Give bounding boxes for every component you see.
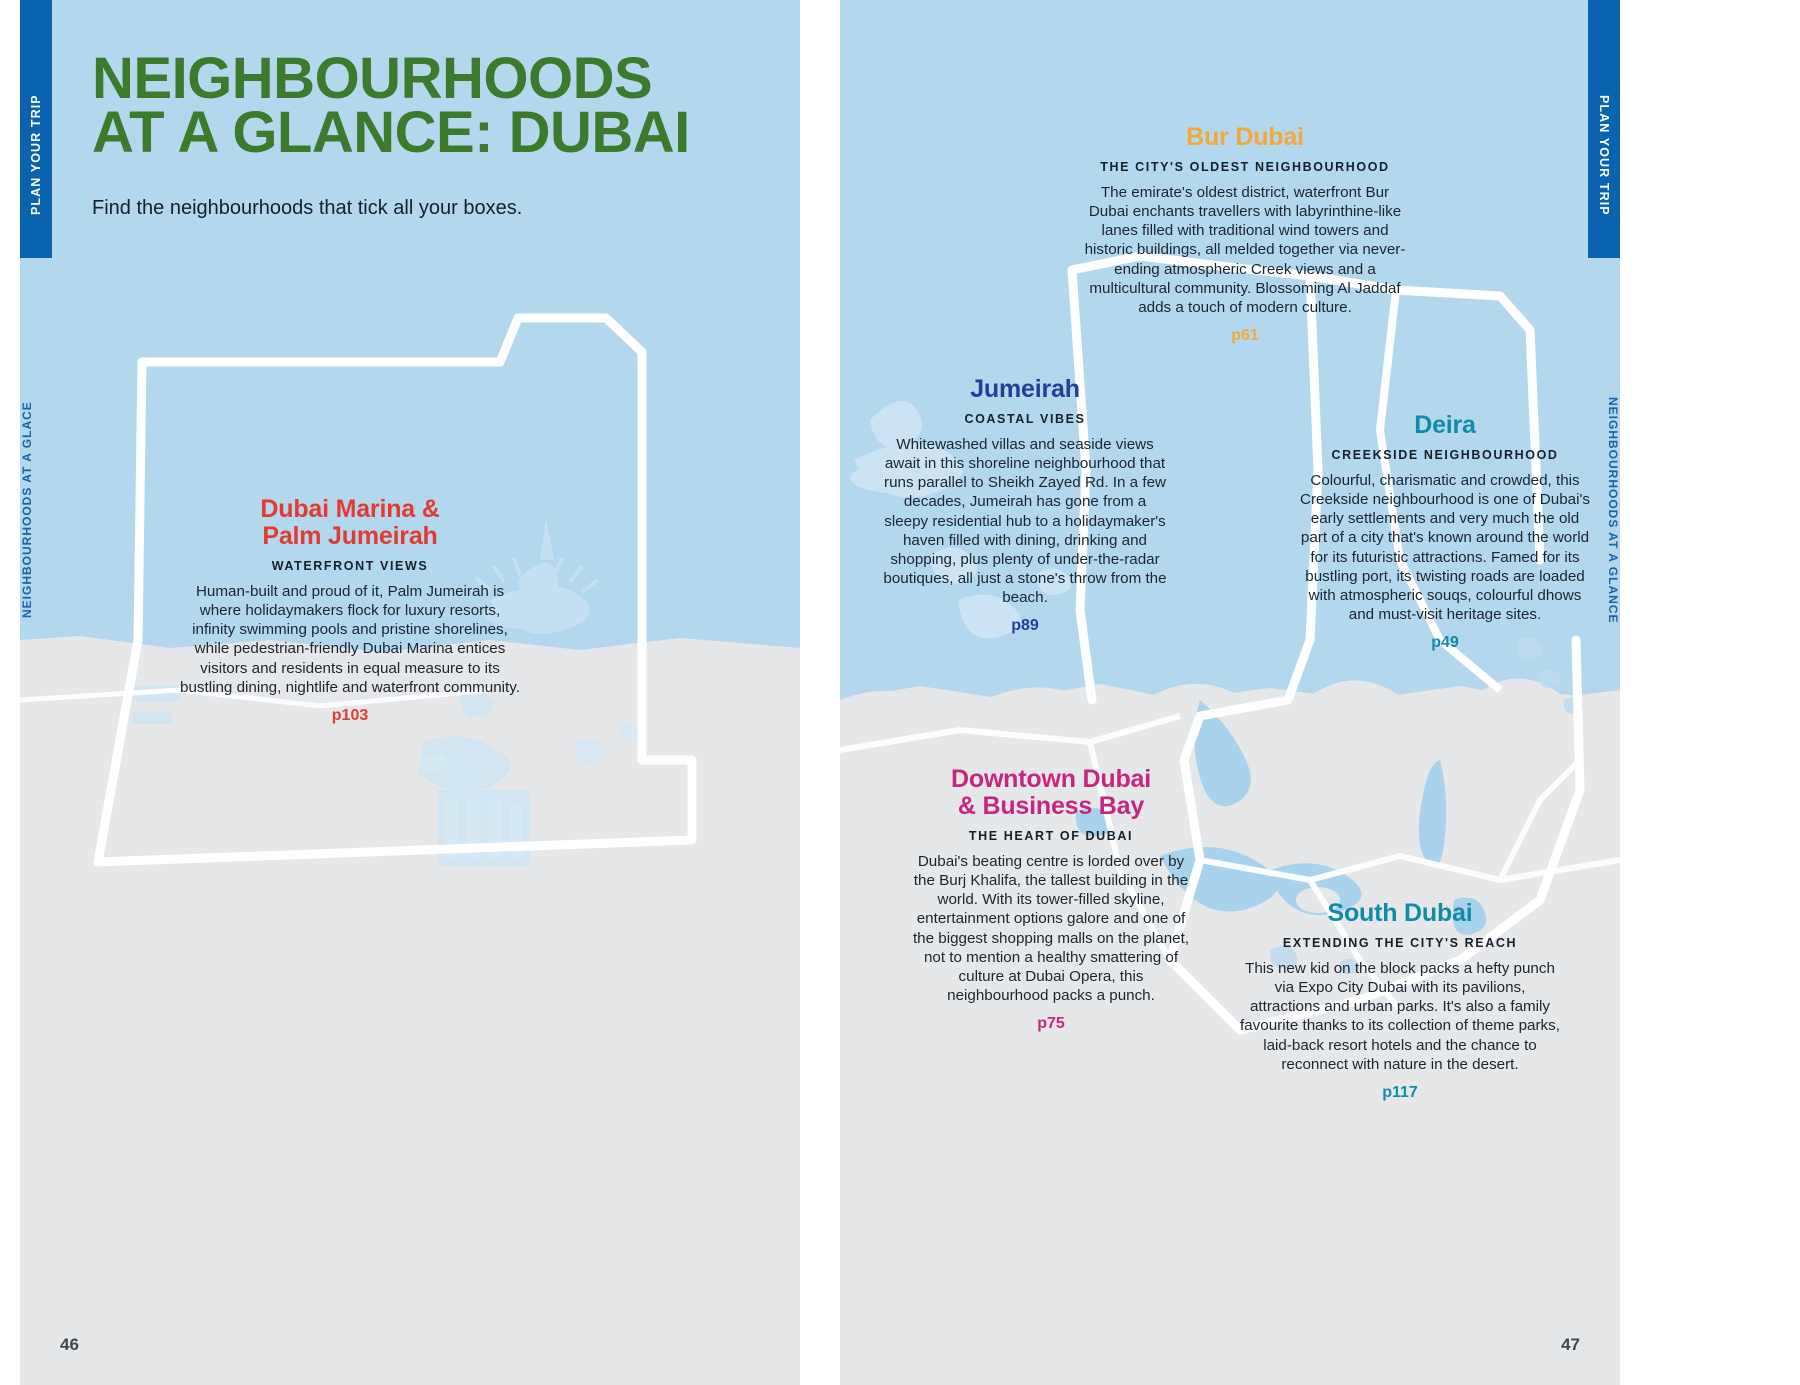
neighbourhood-page-ref[interactable]: p61 [1231,326,1259,344]
neighbourhood-description: Human-built and proud of it, Palm Jumeirah is where holidaymakers flock for luxury resorts, infinity swimming pools and pristine shorelines, while pedestrian-friendly Dubai Marina entices visitors and residents in equal measure to its bustling dining, nightlife and waterfront community. [180,583,520,696]
neighbourhood-title: Dubai Marina & Palm Jumeirah [260,495,440,550]
neighbourhood-tagline: EXTENDING THE CITY'S REACH [1282,936,1518,950]
running-head-left: NEIGHBOURHOODS AT A GLACE [20,401,34,619]
left-page [20,0,800,1385]
running-head-right: NEIGHBOURHOODS AT A GLANCE [1606,396,1620,624]
section-tab-label-left: PLAN YOUR TRIP [29,94,43,216]
neighbourhood-page-ref[interactable]: p103 [331,706,369,724]
folio-left: 46 [60,1335,79,1354]
neighbourhood-description: Dubai's beating centre is lorded over by the Burj Khalifa, the tallest building in the world. With its tower-filled skyline, entertainment options galore and one of the biggest shopping malls on the planet, not to mention a healthy smattering of culture at Dubai Opera, this neighbourhood packs a punch. [912,853,1190,1004]
neighbourhood-page-ref[interactable]: p49 [1431,634,1459,652]
page-subtitle: Find the neighbourhoods that tick all your boxes. [92,197,523,219]
neighbourhood-card-deira[interactable] [1300,412,1590,652]
neighbourhood-page-ref[interactable]: p89 [1011,617,1039,635]
neighbourhood-tagline: THE CITY'S OLDEST NEIGHBOURHOOD [1100,160,1390,174]
page-title-line2: AT A GLANCE: DUBAI [92,99,690,165]
left-paper-edge [0,0,20,1385]
folio-right: 47 [1561,1335,1580,1354]
neighbourhood-title: Downtown Dubai & Business Bay [951,765,1151,820]
neighbourhood-title: Deira [1414,411,1476,439]
neighbourhood-title: Bur Dubai [1186,123,1304,151]
neighbourhood-title: South Dubai [1327,899,1473,927]
neighbourhood-description: This new kid on the block packs a hefty punch via Expo City Dubai with its pavilions, attractions and urban parks. It's also a family favourite thanks to its collection of theme parks, laid-back resort hotels and the chance to reconnect with nature in the desert. [1240,960,1560,1073]
neighbourhood-description: Colourful, charismatic and crowded, this Creekside neighbourhood is one of Dubai's early settlements and very much the old part of a city that's known around the world for its futuristic attractions. Famed for its bustling port, its twisting roads are loaded with atmospheric souqs, colourful dhows and must-visit heritage sites. [1300,472,1590,623]
neighbourhood-title: Jumeirah [970,375,1080,403]
neighbourhood-card-south-dubai[interactable] [1240,900,1560,1102]
neighbourhood-description: Whitewashed villas and seaside views await in this shoreline neighbourhood that runs parallel to Sheikh Zayed Rd. In a few decades, Jumeirah has gone from a sleepy residential hub to a holidaymaker's haven filled with dining, drinking and shopping, plus plenty of under-the-radar boutiques, all just a stone's throw from the beach. [883,436,1167,607]
sidebar-tab-left [20,0,52,1385]
neighbourhood-card-bur-dubai[interactable] [1080,124,1410,345]
neighbourhood-description: The emirate's oldest district, waterfront Bur Dubai enchants travellers with labyrinthine-like lanes filled with traditional wind towers and historic buildings, all melded together via never-ending atmospheric Creek views and a multicultural community. Blossoming Al Jaddaf adds a touch of modern culture. [1084,184,1406,316]
neighbourhood-tagline: THE HEART OF DUBAI [968,829,1134,843]
right-page [840,0,1620,1385]
sidebar-tab-right [1588,0,1620,1385]
neighbourhood-page-ref[interactable]: p75 [1037,1015,1065,1033]
neighbourhood-tagline: COASTAL VIBES [964,412,1086,426]
spread-gutter [800,0,840,1385]
neighbourhood-card-downtown-dubai[interactable] [906,766,1196,1033]
neighbourhood-tagline: WATERFRONT VIEWS [271,559,429,573]
page-title [92,46,712,165]
right-paper-edge [1780,0,1800,1385]
neighbourhood-page-ref[interactable]: p117 [1382,1083,1418,1101]
neighbourhood-card-jumeirah[interactable] [880,376,1170,635]
neighbourhood-tagline: CREEKSIDE NEIGHBOURHOOD [1331,448,1559,462]
page-title-line1: NEIGHBOURHOODS [92,46,653,111]
neighbourhood-card-dubai-marina[interactable] [180,496,520,725]
section-tab-label-right: PLAN YOUR TRIP [1597,94,1611,216]
